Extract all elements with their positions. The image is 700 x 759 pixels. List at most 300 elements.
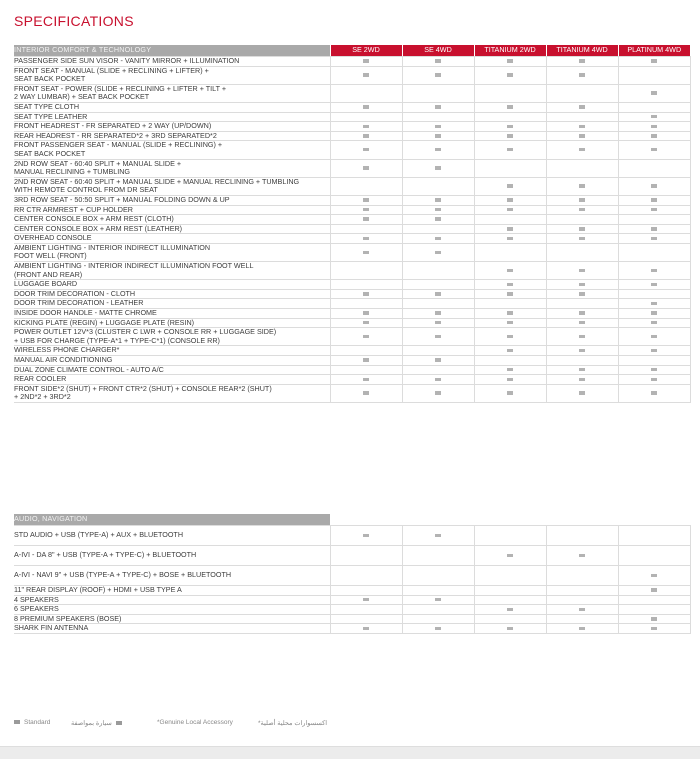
table-row [14,309,690,319]
standard-mark-icon [363,335,369,339]
standard-mark-icon [363,73,369,77]
availability-cell [330,614,402,624]
availability-cell [618,141,690,159]
trim-header-titanium-4wd: TITANIUM 4WD [546,45,618,57]
trim-header-titanium-2wd: TITANIUM 2WD [474,45,546,57]
availability-cell [546,66,618,84]
standard-mark-icon [651,574,657,578]
availability-cell [546,346,618,356]
feature-label: REAR COOLER [14,375,330,385]
standard-mark-icon [507,608,513,612]
availability-cell [474,375,546,385]
standard-mark-icon [579,125,585,129]
standard-mark-icon [363,292,369,296]
availability-cell [546,234,618,244]
standard-mark-icon [363,311,369,315]
standard-mark-icon [507,321,513,325]
feature-label: INSIDE DOOR HANDLE - MATTE CHROME [14,309,330,319]
availability-cell [330,215,402,225]
availability-cell [402,624,474,634]
standard-mark-icon [651,378,657,382]
standard-mark-icon [435,166,441,170]
availability-cell [402,614,474,624]
standard-mark-icon [116,721,122,725]
standard-mark-icon [651,59,657,63]
table-row [14,122,690,132]
standard-mark-icon [435,321,441,325]
availability-cell [546,57,618,67]
standard-mark-icon [435,208,441,212]
standard-mark-icon [579,283,585,287]
availability-cell [546,84,618,102]
standard-mark-icon [363,321,369,325]
availability-cell [402,243,474,261]
feature-label: 4 SPEAKERS [14,595,330,605]
feature-label: 2ND ROW SEAT - 60:40 SPLIT + MANUAL SLIDE + MANUAL RECLINING + TUMBLING [14,159,330,177]
feature-label: FRONT SIDE*2 (SHUT) + FRONT CTR*2 (SHUT) + CONSOLE REAR*2 (SHUT) + 2ND*2 + 3RD*2 [14,384,330,402]
availability-cell [546,384,618,402]
standard-mark-icon [579,148,585,152]
availability-cell [474,356,546,366]
standard-mark-icon [435,251,441,255]
availability-cell [402,131,474,141]
table-row [14,624,690,634]
trim-header-se-2wd: SE 2WD [330,45,402,57]
availability-cell [402,595,474,605]
table-row [14,224,690,234]
standard-mark-icon [363,125,369,129]
standard-mark-icon [579,73,585,77]
availability-cell [330,318,402,328]
availability-cell [402,299,474,309]
table-row [14,384,690,402]
standard-mark-icon [579,608,585,612]
availability-cell [330,328,402,346]
availability-cell [402,66,474,84]
standard-mark-icon [507,269,513,273]
table-row [14,365,690,375]
standard-mark-icon [435,217,441,221]
feature-label: POWER OUTLET 12V*3 (CLUSTER C LWR + CONSOLE RR + LUGGAGE SIDE) + USB FOR CHARGE (TYPE-A*1 + TYPE-C*1) (CONSOLE RR) [14,328,330,346]
standard-mark-icon [435,237,441,241]
feature-label: DUAL ZONE CLIMATE CONTROL - AUTO A/C [14,365,330,375]
standard-mark-icon [579,237,585,241]
availability-cell [330,566,402,586]
availability-cell [474,66,546,84]
table-row [14,66,690,84]
availability-cell [474,102,546,112]
standard-mark-icon [579,269,585,273]
standard-mark-icon [507,73,513,77]
availability-cell [618,595,690,605]
availability-cell [618,299,690,309]
availability-cell [330,384,402,402]
footer-bar [0,746,700,759]
feature-label: 8 PREMIUM SPEAKERS (BOSE) [14,614,330,624]
availability-cell [402,546,474,566]
availability-cell [474,215,546,225]
standard-mark-icon [579,627,585,631]
standard-mark-icon [579,184,585,188]
availability-cell [618,309,690,319]
availability-cell [474,624,546,634]
legend-accessory-arabic: *اكسسوارات محلية أصلية [258,720,328,727]
availability-cell [474,384,546,402]
availability-cell [474,177,546,195]
feature-label: FRONT SEAT - POWER (SLIDE + RECLINING + LIFTER + TILT + 2 WAY LUMBAR) + SEAT BACK POCKET [14,84,330,102]
standard-mark-icon [651,115,657,119]
standard-mark-icon [579,378,585,382]
standard-mark-icon [651,91,657,95]
standard-mark-icon [363,217,369,221]
standard-mark-icon [651,208,657,212]
table-row [14,177,690,195]
standard-mark-icon [579,391,585,395]
availability-cell [402,234,474,244]
availability-cell [546,526,618,546]
availability-cell [474,346,546,356]
availability-cell [330,122,402,132]
standard-mark-icon [579,105,585,109]
availability-cell [546,309,618,319]
availability-cell [330,57,402,67]
feature-label: SEAT TYPE LEATHER [14,112,330,122]
availability-cell [618,57,690,67]
standard-mark-icon [363,378,369,382]
standard-mark-icon [651,311,657,315]
availability-cell [474,159,546,177]
availability-cell [402,205,474,215]
table-row [14,586,690,596]
availability-cell [618,122,690,132]
availability-cell [474,122,546,132]
table-header-row [14,514,690,526]
availability-cell [402,365,474,375]
availability-cell [618,112,690,122]
standard-mark-icon [651,269,657,273]
availability-cell [474,289,546,299]
availability-cell [402,318,474,328]
standard-mark-icon [579,227,585,231]
standard-mark-icon [435,148,441,152]
availability-cell [330,177,402,195]
availability-cell [402,384,474,402]
availability-cell [402,526,474,546]
availability-cell [546,262,618,280]
availability-cell [474,526,546,546]
standard-mark-icon [651,134,657,138]
availability-cell [402,566,474,586]
availability-cell [474,365,546,375]
availability-cell [546,112,618,122]
availability-cell [546,614,618,624]
availability-cell [618,159,690,177]
availability-cell [402,177,474,195]
availability-cell [546,318,618,328]
standard-mark-icon [651,237,657,241]
availability-cell [330,159,402,177]
availability-cell [330,224,402,234]
availability-cell [618,289,690,299]
standard-mark-icon [435,134,441,138]
table-row [14,234,690,244]
availability-cell [330,526,402,546]
availability-cell [402,195,474,205]
availability-cell [402,328,474,346]
availability-cell [474,205,546,215]
availability-cell [402,262,474,280]
availability-cell [474,243,546,261]
availability-cell [618,375,690,385]
standard-mark-icon [507,198,513,202]
availability-cell [330,546,402,566]
feature-label: DOOR TRIM DECORATION - CLOTH [14,289,330,299]
availability-cell [330,102,402,112]
availability-cell [330,131,402,141]
availability-cell [546,328,618,346]
availability-cell [402,346,474,356]
availability-cell [618,66,690,84]
availability-cell [474,318,546,328]
standard-mark-icon [363,134,369,138]
availability-cell [474,309,546,319]
standard-mark-icon [651,148,657,152]
availability-cell [474,84,546,102]
availability-cell [546,356,618,366]
availability-cell [618,346,690,356]
availability-cell [546,243,618,261]
standard-mark-icon [507,627,513,631]
standard-mark-icon [651,198,657,202]
section-header: AUDIO, NAVIGATION [14,514,330,526]
standard-mark-icon [435,73,441,77]
standard-mark-icon [435,292,441,296]
availability-cell [474,566,546,586]
standard-mark-icon [363,105,369,109]
feature-label: A-IVI - NAVI 9" + USB (TYPE-A + TYPE-C) + BOSE + BLUETOOTH [14,566,330,586]
standard-mark-icon [363,59,369,63]
availability-cell [402,586,474,596]
standard-mark-icon [363,391,369,395]
table-row [14,280,690,290]
availability-cell [546,624,618,634]
standard-mark-icon [507,208,513,212]
availability-cell [474,328,546,346]
availability-cell [402,224,474,234]
standard-mark-icon [579,134,585,138]
availability-cell [330,280,402,290]
standard-mark-icon [507,237,513,241]
table-row [14,84,690,102]
availability-cell [546,289,618,299]
availability-cell [618,224,690,234]
feature-label: SEAT TYPE CLOTH [14,102,330,112]
standard-mark-icon [435,198,441,202]
availability-cell [474,546,546,566]
standard-mark-icon [435,59,441,63]
availability-cell [402,141,474,159]
availability-cell [474,280,546,290]
availability-cell [474,595,546,605]
availability-cell [546,586,618,596]
availability-cell [546,365,618,375]
availability-cell [546,131,618,141]
feature-label: SHARK FIN ANTENNA [14,624,330,634]
availability-cell [618,546,690,566]
standard-mark-icon [363,251,369,255]
standard-mark-icon [579,198,585,202]
standard-mark-icon [363,237,369,241]
availability-cell [618,526,690,546]
header-spacer [330,514,690,526]
feature-label: FRONT HEADREST - FR SEPARATED + 2 WAY (UP/DOWN) [14,122,330,132]
standard-mark-icon [435,335,441,339]
table-row [14,526,690,546]
table-row [14,195,690,205]
standard-mark-icon [363,627,369,631]
feature-label: OVERHEAD CONSOLE [14,234,330,244]
availability-cell [618,131,690,141]
standard-mark-icon [579,554,585,558]
feature-label: PASSENGER SIDE SUN VISOR - VANITY MIRROR + ILLUMINATION [14,57,330,67]
feature-label: AMBIENT LIGHTING - INTERIOR INDIRECT ILLUMINATION FOOT WELL (FRONT) [14,243,330,261]
availability-cell [618,614,690,624]
availability-cell [474,262,546,280]
table-row [14,215,690,225]
feature-label: RR CTR ARMREST + CUP HOLDER [14,205,330,215]
standard-mark-icon [363,534,369,538]
availability-cell [402,309,474,319]
availability-cell [402,356,474,366]
standard-mark-icon [435,358,441,362]
standard-mark-icon [651,588,657,592]
standard-mark-icon [579,208,585,212]
availability-cell [618,243,690,261]
feature-label: FRONT SEAT - MANUAL (SLIDE + RECLINING + LIFTER) + SEAT BACK POCKET [14,66,330,84]
standard-mark-icon [651,349,657,353]
standard-mark-icon [651,617,657,621]
feature-label: LUGGAGE BOARD [14,280,330,290]
availability-cell [618,262,690,280]
availability-cell [474,614,546,624]
availability-cell [618,205,690,215]
availability-cell [618,586,690,596]
standard-mark-icon [651,368,657,372]
table-header-row [14,45,690,57]
feature-label: CENTER CONSOLE BOX + ARM REST (CLOTH) [14,215,330,225]
availability-cell [330,141,402,159]
standard-mark-icon [14,720,20,724]
availability-cell [546,122,618,132]
standard-mark-icon [507,335,513,339]
standard-mark-icon [651,627,657,631]
page-title: SPECIFICATIONS [14,13,134,29]
standard-mark-icon [651,391,657,395]
availability-cell [546,141,618,159]
availability-cell [546,177,618,195]
availability-cell [546,546,618,566]
standard-mark-icon [507,184,513,188]
availability-cell [330,365,402,375]
availability-cell [330,262,402,280]
availability-cell [546,375,618,385]
table-row [14,614,690,624]
standard-mark-icon [507,368,513,372]
availability-cell [402,280,474,290]
standard-mark-icon [435,627,441,631]
feature-label: AMBIENT LIGHTING - INTERIOR INDIRECT ILLUMINATION FOOT WELL (FRONT AND REAR) [14,262,330,280]
availability-cell [546,215,618,225]
availability-cell [402,84,474,102]
table-row [14,595,690,605]
table-row [14,605,690,615]
availability-cell [546,159,618,177]
table-row [14,328,690,346]
standard-mark-icon [579,292,585,296]
spec-table-interior [14,45,691,403]
legend-accessory: *Genuine Local Accessory [157,719,233,726]
standard-mark-icon [507,148,513,152]
standard-mark-icon [507,105,513,109]
standard-mark-icon [363,148,369,152]
standard-mark-icon [507,349,513,353]
table-row [14,102,690,112]
availability-cell [618,280,690,290]
standard-mark-icon [651,125,657,129]
availability-cell [402,159,474,177]
standard-mark-icon [651,321,657,325]
standard-mark-icon [579,321,585,325]
table-row [14,346,690,356]
availability-cell [402,57,474,67]
table-body [14,57,690,403]
standard-mark-icon [435,598,441,602]
availability-cell [330,346,402,356]
standard-mark-icon [435,378,441,382]
standard-mark-icon [435,105,441,109]
availability-cell [618,384,690,402]
availability-cell [618,356,690,366]
feature-label: 2ND ROW SEAT - 60:40 SPLIT + MANUAL SLIDE + MANUAL RECLINING + TUMBLING WITH REMOTE CONTROL FROM DR SEAT [14,177,330,195]
availability-cell [546,205,618,215]
availability-cell [330,112,402,122]
standard-mark-icon [507,378,513,382]
legend-standard: Standard [14,719,50,726]
availability-cell [546,605,618,615]
spec-table-audio [14,514,691,634]
standard-mark-icon [363,598,369,602]
standard-mark-icon [579,59,585,63]
availability-cell [330,84,402,102]
availability-cell [474,234,546,244]
standard-mark-icon [579,335,585,339]
table-body [14,526,690,634]
standard-mark-icon [435,534,441,538]
availability-cell [474,131,546,141]
standard-mark-icon [651,227,657,231]
availability-cell [402,122,474,132]
table-row [14,159,690,177]
standard-mark-icon [363,166,369,170]
feature-label: KICKING PLATE (REGIN) + LUGGAGE PLATE (RESIN) [14,318,330,328]
availability-cell [618,328,690,346]
availability-cell [402,112,474,122]
standard-mark-icon [507,292,513,296]
standard-mark-icon [363,198,369,202]
standard-mark-icon [507,125,513,129]
availability-cell [330,375,402,385]
feature-label: DOOR TRIM DECORATION - LEATHER [14,299,330,309]
